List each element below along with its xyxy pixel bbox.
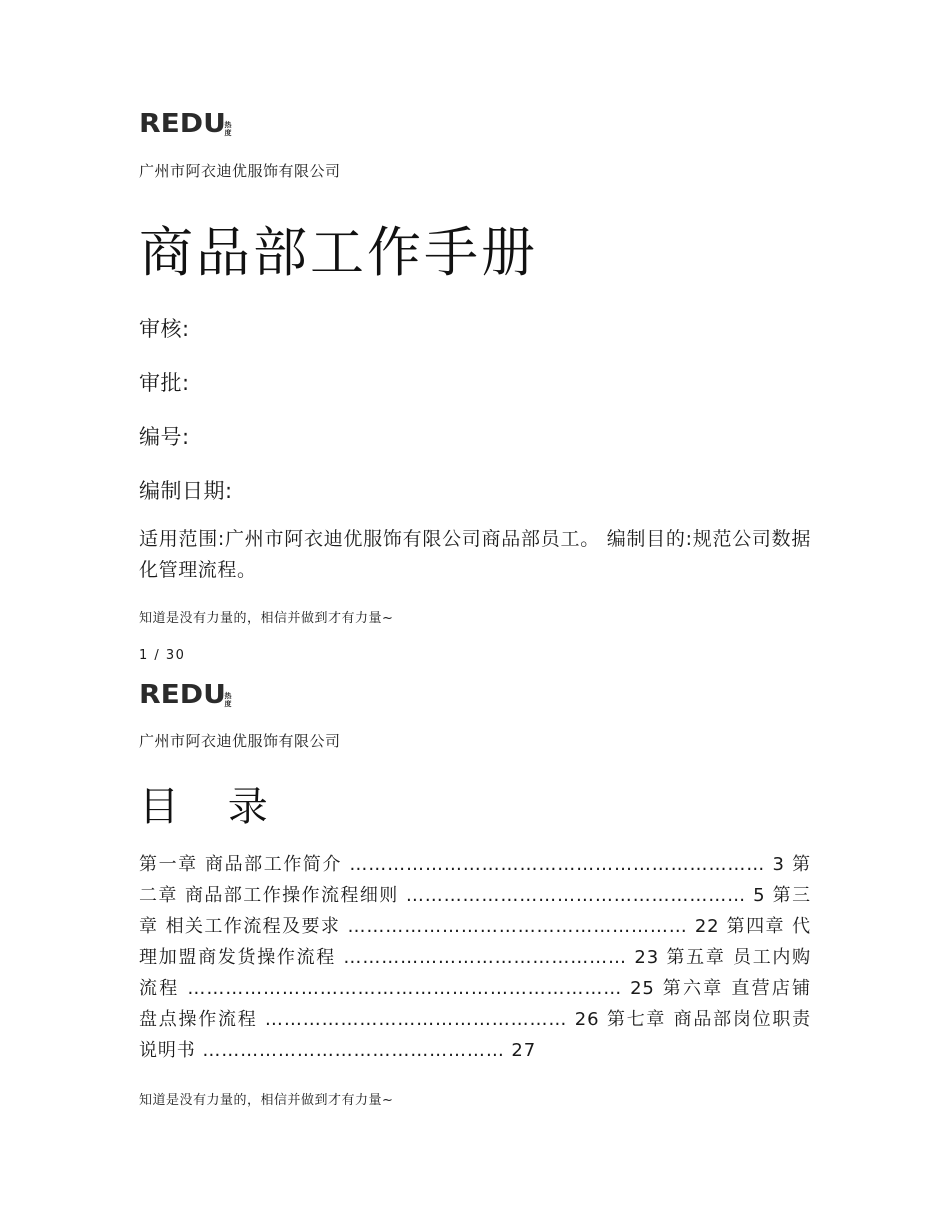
document-title: 商品部工作手册 (139, 221, 538, 284)
approve-field-label: 审批: (139, 371, 190, 395)
number-field-label: 编号: (139, 425, 190, 449)
page-number: 1 / 30 (139, 648, 186, 663)
logo-wordmark: REDU (139, 109, 226, 139)
company-name: 广州市阿衣迪优服饰有限公司 (139, 162, 341, 180)
logo-mark-bottom: 度 (224, 700, 232, 708)
company-logo (139, 682, 231, 708)
toc-entries: 第一章 商品部工作简介 ………………………………………………………… 3 第二章 商品部工作操作流程细则 ……………………………………………… 5 第三章 相关工作流程及要求 ……………………………………………… 22 第四章 代理加盟商发货操作流程 ……………………………………… 23 第五章 员工内购流程 …………………………………………………………… 25 第六章 直营店铺盘点操作流程 ………………………………………… 26 第七章 商品部岗位职责说明书 ………………………………………… 27 (139, 854, 811, 1061)
logo-mark-top: 热 (224, 121, 232, 129)
motto-text: 知道是没有力量的，相信并做到才有力量~ (139, 611, 394, 626)
toc-title: 目 录 (139, 784, 286, 830)
scope-paragraph: 适用范围:广州市阿衣迪优服饰有限公司商品部员工。 编制目的:规范公司数据化管理流程。 (139, 528, 811, 581)
logo-mark-top: 热 (224, 692, 232, 700)
date-field-label: 编制日期: (139, 479, 233, 503)
company-name: 广州市阿衣迪优服饰有限公司 (139, 732, 341, 750)
company-logo (139, 111, 231, 137)
logo-wordmark: REDU (139, 680, 226, 710)
motto-text: 知道是没有力量的，相信并做到才有力量~ (139, 1093, 394, 1108)
logo-mark-bottom: 度 (224, 129, 232, 137)
review-field-label: 审核: (139, 317, 190, 341)
